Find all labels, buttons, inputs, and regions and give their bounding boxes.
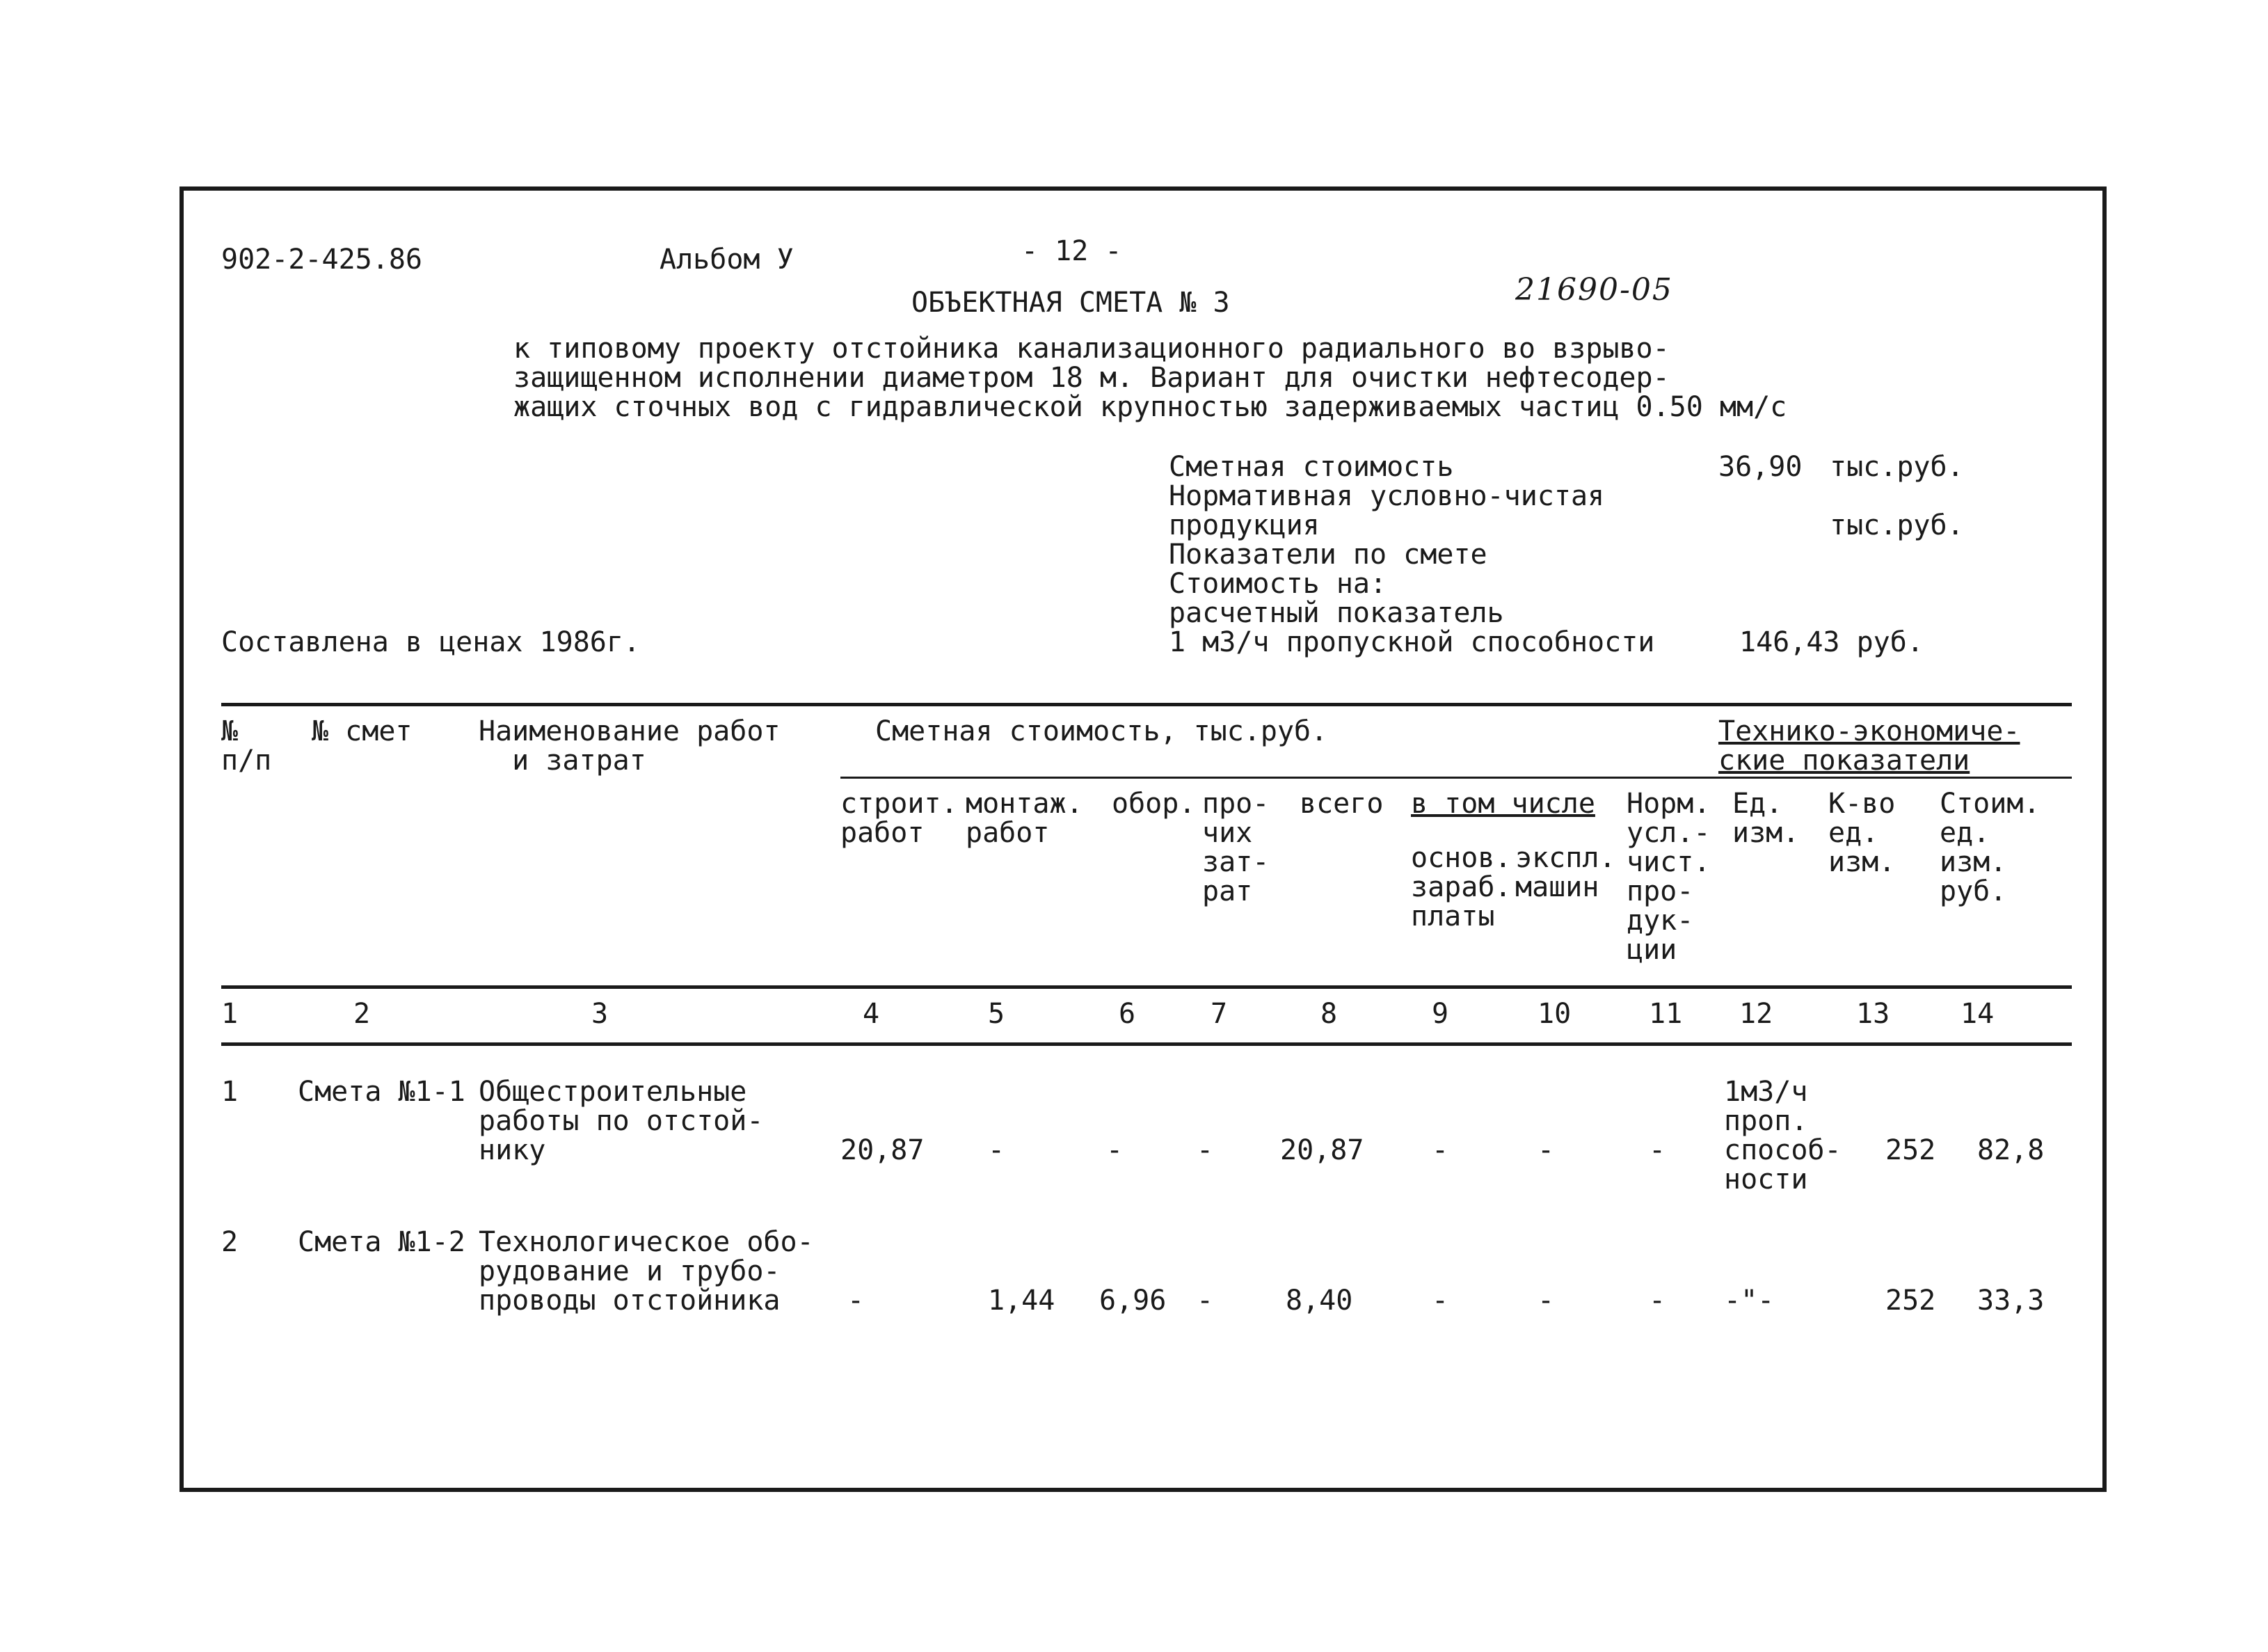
description-line-3: жащих сточных вод с гидравлической крупностью задерживаемых частиц 0.50 мм/с [513, 391, 1787, 423]
indicators-label: Показатели по смете [1169, 539, 1487, 571]
colnum: 13 [1856, 998, 1890, 1030]
colnum: 1 [221, 998, 239, 1030]
row-1-col5: - [988, 1134, 1005, 1166]
doc-code: 902-2-425.86 [221, 244, 422, 276]
row-2-number: 2 [221, 1226, 239, 1258]
prices-note: Составлена в ценах 1986г. [221, 626, 641, 658]
row-1-col8: 20,87 [1280, 1134, 1364, 1166]
colnum: 5 [988, 998, 1005, 1030]
row-1-name: Общестроительные работы по отстой- нику [479, 1076, 764, 1166]
row-2-col6: 6,96 [1099, 1285, 1167, 1317]
colnum: 6 [1119, 998, 1136, 1030]
th-col4: строит. работ [840, 788, 958, 849]
th-col6: обор. [1112, 788, 1196, 820]
document-title: ОБЪЕКТНАЯ СМЕТА № 3 [911, 287, 1230, 319]
capacity-value: 146,43 руб. [1739, 626, 1924, 658]
row-1-col7: - [1197, 1134, 1214, 1166]
header-bottom-rule [221, 985, 2072, 989]
description-line-2: защищенном исполнении диаметром 18 м. Вариант для очистки нефтесодер- [513, 362, 1670, 394]
colnum: 12 [1739, 998, 1773, 1030]
page-number: - 12 - [1021, 235, 1122, 267]
th-col7: про- чих зат- рат [1202, 788, 1270, 907]
row-2-col10: - [1538, 1285, 1555, 1317]
norm-label-1: Нормативная условно-чистая [1169, 480, 1605, 512]
cost-on-label: Стоимость на: [1169, 568, 1387, 600]
row-1-col6: - [1106, 1134, 1124, 1166]
row-2-col9: - [1432, 1285, 1449, 1317]
th-col12: Ед. изм. [1732, 788, 1800, 849]
row-2-col12: -"- [1724, 1285, 1775, 1317]
th-col10: экспл. машин [1515, 842, 1616, 903]
cost-group-rule [840, 777, 2072, 779]
colnum-bottom-rule [221, 1042, 2072, 1046]
row-1-col11: - [1649, 1134, 1666, 1166]
album-label: Альбом У [660, 244, 794, 276]
th-tech-group: Технико-экономиче- ские показатели [1718, 715, 2020, 777]
row-2-name: Технологическое обо- рудование и трубо- проводы отстойника [479, 1226, 814, 1317]
row-2-col13: 252 [1885, 1285, 1936, 1317]
th-col13: К-во ед. изм. [1828, 788, 1896, 878]
calc-indicator-label: расчетный показатель [1169, 597, 1504, 629]
norm-label-2: продукция [1169, 509, 1320, 541]
colnum: 9 [1432, 998, 1449, 1030]
th-incl-group: в том числе [1411, 788, 1595, 820]
row-2-smeta: Смета №1-2 [298, 1226, 465, 1258]
colnum: 10 [1538, 998, 1572, 1030]
row-1-col10: - [1538, 1134, 1555, 1166]
handwritten-stamp-number: 21690-05 [1515, 272, 1673, 308]
th-col9: основ. зараб. платы [1411, 842, 1512, 932]
th-col14: Стоим. ед. изм. руб. [1940, 788, 2041, 907]
description-line-1: к типовому проекту отстойника канализационного радиального во взрыво- [513, 333, 1670, 365]
row-2-col14: 33,3 [1977, 1285, 2045, 1317]
row-1-col9: - [1432, 1134, 1449, 1166]
row-2-col8: 8,40 [1286, 1285, 1353, 1317]
row-2-col7: - [1197, 1285, 1214, 1317]
colnum: 14 [1960, 998, 1995, 1030]
colnum: 4 [863, 998, 880, 1030]
colnum: 2 [353, 998, 371, 1030]
colnum: 8 [1320, 998, 1338, 1030]
row-1-col4: 20,87 [840, 1134, 925, 1166]
cost-value: 36,90 [1718, 451, 1803, 483]
colnum: 7 [1211, 998, 1228, 1030]
row-1-col12: 1м3/ч проп. способ- ности [1724, 1076, 1842, 1196]
cost-label: Сметная стоимость [1169, 451, 1454, 483]
row-1-col14: 82,8 [1977, 1134, 2045, 1166]
row-2-col5: 1,44 [988, 1285, 1055, 1317]
th-smeta: № смет [312, 715, 413, 747]
row-2-col4: - [847, 1285, 865, 1317]
th-number: № п/п [221, 715, 272, 777]
row-2-col11: - [1649, 1285, 1666, 1317]
cost-unit: тыс.руб. [1830, 451, 1964, 483]
th-cost-group: Сметная стоимость, тыс.руб. [875, 715, 1328, 747]
table-top-rule [221, 703, 2072, 706]
row-1-smeta: Смета №1-1 [298, 1076, 465, 1108]
row-1-number: 1 [221, 1076, 239, 1108]
colnum: 11 [1649, 998, 1683, 1030]
th-col5: монтаж. работ [966, 788, 1083, 849]
th-name: Наименование работ и затрат [479, 715, 781, 777]
norm-unit: тыс.руб. [1830, 509, 1964, 541]
th-col8: всего [1300, 788, 1384, 820]
row-1-col13: 252 [1885, 1134, 1936, 1166]
th-col11: Норм. усл.- чист. про- дук- ции [1627, 788, 1711, 966]
colnum: 3 [591, 998, 609, 1030]
capacity-label: 1 м3/ч пропускной способности [1169, 626, 1655, 658]
